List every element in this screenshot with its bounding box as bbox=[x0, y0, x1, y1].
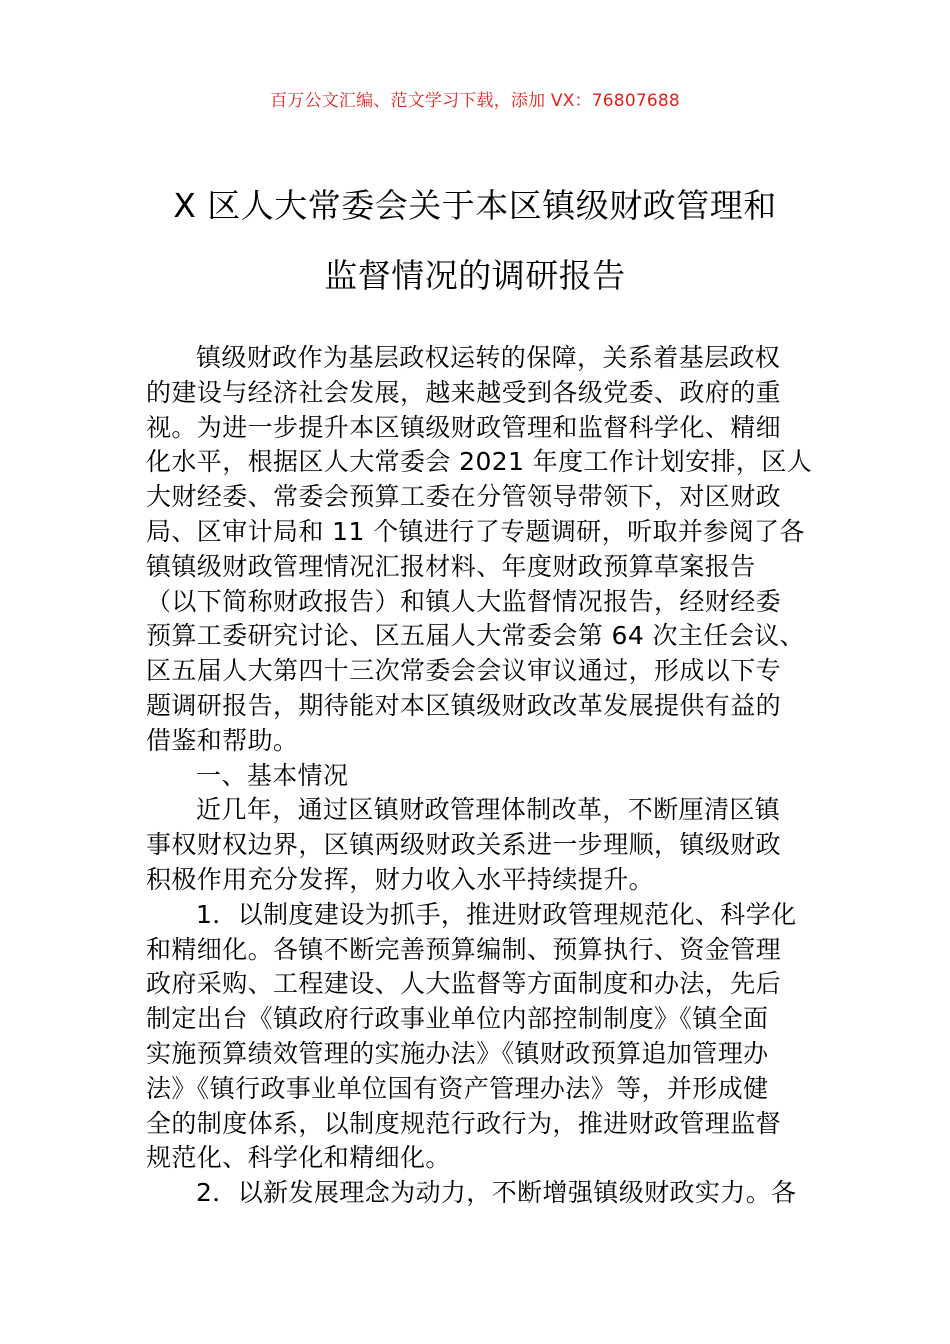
body-text-line: 积极作用充分发挥，财力收入水平持续提升。 bbox=[146, 864, 655, 894]
body-text-line: 的建设与经济社会发展，越来越受到各级党委、政府的重 bbox=[146, 377, 782, 407]
body-text-line: 实施预算绩效管理的实施办法》《镇财政预算追加管理办 bbox=[146, 1038, 769, 1068]
body-text-line: 镇级财政作为基层政权运转的保障，关系着基层政权 bbox=[196, 343, 781, 372]
body-text-line: 化水平，根据区人大常委会 2021 年度工作计划安排，区人 bbox=[146, 447, 813, 477]
document-title-line-1: X 区人大常委会关于本区镇级财政管理和 bbox=[173, 186, 777, 225]
body-text-line: 大财经委、常委会预算工委在分管领导带领下，对区财政 bbox=[146, 482, 782, 512]
document-body bbox=[146, 341, 813, 1211]
body-text-line: 镇镇级财政管理情况汇报材料、年度财政预算草案报告 bbox=[146, 551, 756, 581]
body-text-line: 规范化、科学化和精细化。 bbox=[146, 1143, 451, 1173]
body-text-line: 事权财权边界，区镇两级财政关系进一步理顺，镇级财政 bbox=[146, 830, 782, 860]
body-text-line: 政府采购、工程建设、人大监督等方面制度和办法，先后 bbox=[146, 969, 782, 999]
body-text-line: 2．以新发展理念为动力，不断增强镇级财政实力。各 bbox=[196, 1178, 797, 1208]
body-text-line: 近几年，通过区镇财政管理体制改革，不断厘清区镇 bbox=[196, 795, 781, 825]
body-text-line: 预算工委研究讨论、区五届人大常委会第 64 次主任会议、 bbox=[146, 621, 805, 651]
document-title-line-2: 监督情况的调研报告 bbox=[324, 256, 626, 295]
body-text-line: 制定出台《镇政府行政事业单位内部控制制度》《镇全面 bbox=[146, 1004, 769, 1034]
body-text-line: 题调研报告，期待能对本区镇级财政改革发展提供有益的 bbox=[146, 690, 782, 720]
body-text-line: （以下简称财政报告）和镇人大监督情况报告，经财经委 bbox=[146, 586, 782, 616]
body-text-line: 和精细化。各镇不断完善预算编制、预算执行、资金管理 bbox=[146, 934, 782, 964]
body-text-line: 全的制度体系，以制度规范行政行为，推进财政管理监督 bbox=[146, 1108, 782, 1138]
body-text-line: 区五届人大第四十三次常委会会议审议通过，形成以下专 bbox=[146, 656, 782, 686]
body-text-line: 视。为进一步提升本区镇级财政管理和监督科学化、精细 bbox=[146, 412, 782, 442]
body-text-line: 局、区审计局和 11 个镇进行了专题调研，听取并参阅了各 bbox=[146, 516, 805, 546]
body-text-line: 借鉴和帮助。 bbox=[146, 725, 299, 755]
body-text-line: 法》《镇行政事业单位国有资产管理办法》等，并形成健 bbox=[146, 1073, 769, 1103]
body-text-line: 1．以制度建设为抓手，推进财政管理规范化、科学化 bbox=[196, 899, 797, 929]
body-text-line: 一、基本情况 bbox=[196, 760, 349, 790]
header-note: 百万公文汇编、范文学习下载，添加 VX：76807688 bbox=[270, 91, 680, 111]
